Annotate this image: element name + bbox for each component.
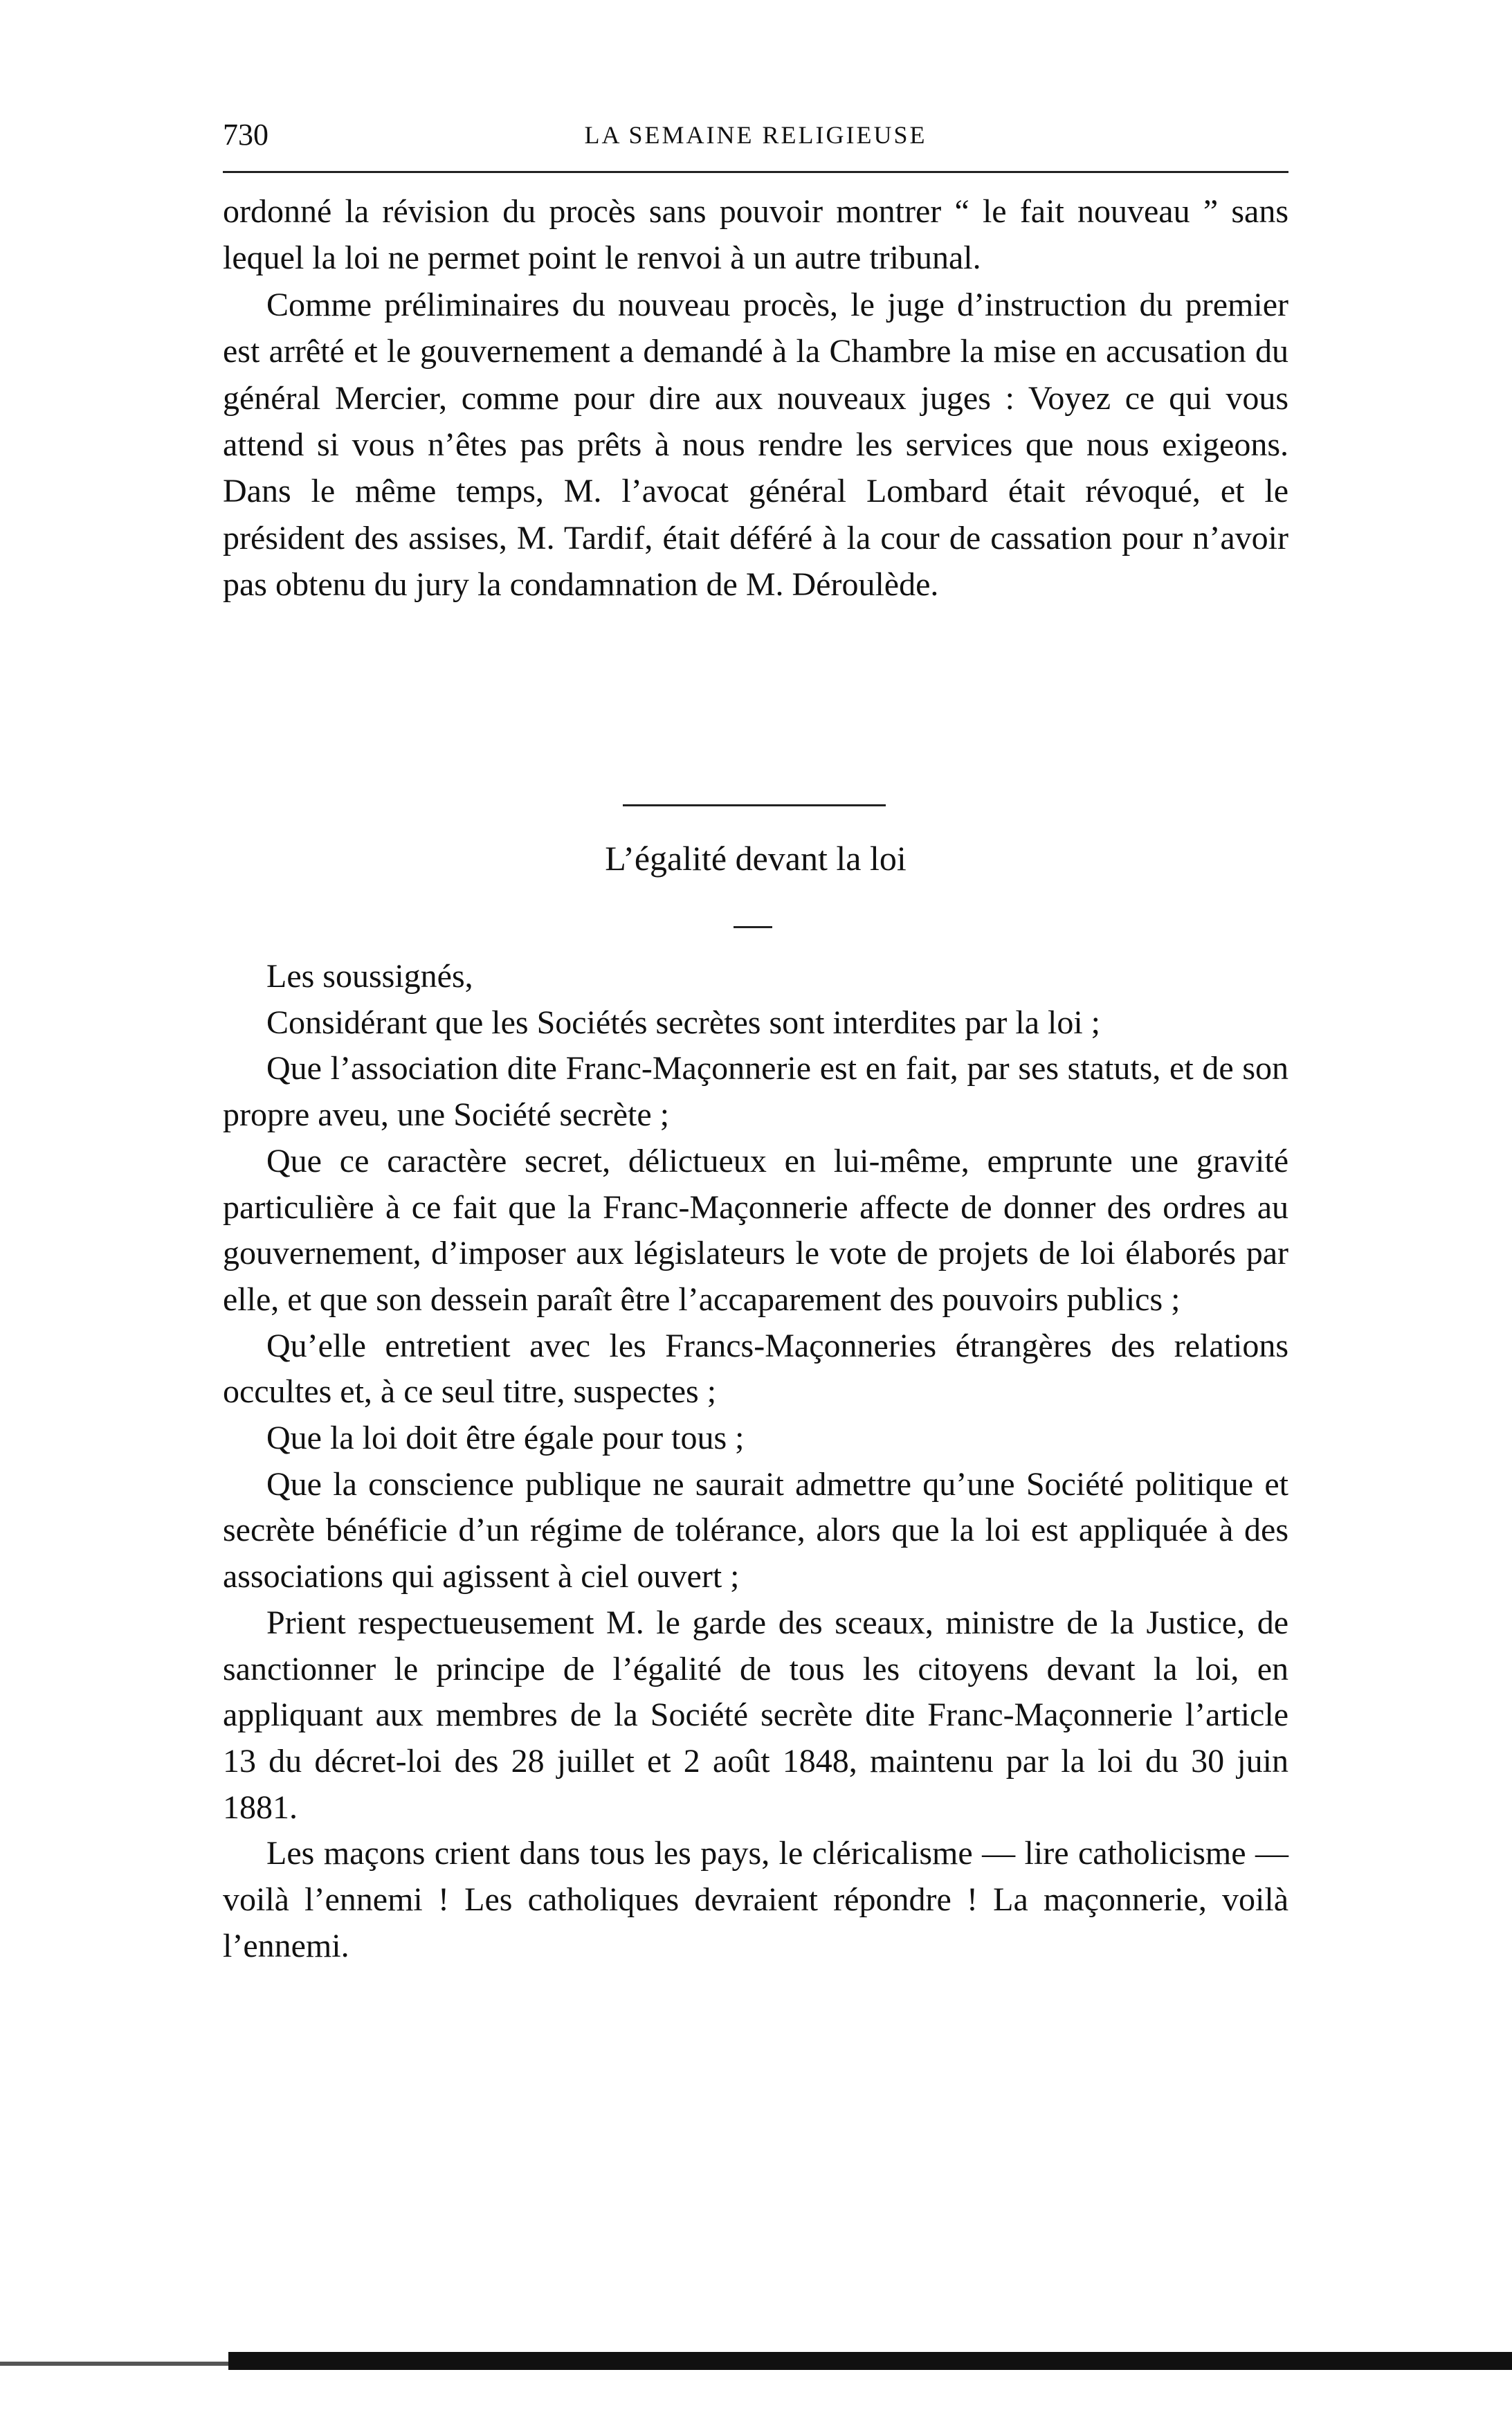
paragraph: ordonné la révision du procès sans pouvoir montrer “ le fait nouveau ” sans lequel la loi ne permet point le renvoi à un autre tribunal. <box>223 193 1288 277</box>
paragraph: Que la loi doit être égale pour tous ; <box>266 1420 745 1457</box>
section-divider <box>623 804 886 806</box>
paragraph: Comme préliminaires du nouveau procès, le juge d’instruction du premier est arrêté et le gouvernement a demandé à la Chambre la mise en accusation du général Mercier, comme pour dire aux nouveaux juges : Voyez ce qui vous attend si vous n’êtes pas prêts à nous rendre les services que nous exigeons. Dans le même temps, M. l’avocat général Lombard était révoqué, et le président des assises, M. Tardif, était déféré à la cour de cassation pour n’avoir pas obtenu du jury la condamnation de M. Déroulède. <box>223 286 1288 604</box>
scan-edge-shadow <box>0 2362 228 2366</box>
paragraph: Que la conscience publique ne saurait admettre qu’une Société politique et secrète bénéficie d’un régime de tolérance, alors que la loi est appliquée à des associations qui agissent à ciel ouvert ; <box>223 1465 1288 1595</box>
paragraph: Prient respectueusement M. le garde des sceaux, ministre de la Justice, de sanctionner le principe de l’égalité de tous les citoyens devant la loi, en appliquant aux membres de la Société secrète dite Franc-Maçonnerie l’article 13 du décret-loi des 28 juillet et 2 août 1848, maintenu par la loi du 30 juin 1881. <box>223 1604 1288 1826</box>
paragraph: Les soussignés, <box>266 958 473 995</box>
paragraph: Considérant que les Sociétés secrètes sont interdites par la loi ; <box>266 1004 1101 1041</box>
petition-text <box>223 954 1288 1969</box>
section-title: L’égalité devant la loi <box>605 839 907 878</box>
scan-edge-bar <box>228 2352 1512 2370</box>
paragraph: Que l’association dite Franc-Maçonnerie est en fait, par ses statuts, et de son propre aveu, une Société secrète ; <box>223 1050 1288 1134</box>
article-continuation <box>223 188 1288 608</box>
paragraph: Qu’elle entretient avec les Francs-Maçonneries étrangères des relations occultes et, à ce seul titre, suspectes ; <box>223 1327 1288 1411</box>
header-rule <box>223 171 1288 173</box>
paragraph: Les maçons crient dans tous les pays, le cléricalisme — lire catholicisme — voilà l’ennemi ! Les catholiques devraient répondre ! La maçonnerie, voilà l’ennemi. <box>223 1835 1288 1964</box>
page-header <box>223 114 1288 156</box>
title-dash <box>734 926 772 928</box>
running-title: LA SEMAINE RELIGIEUSE <box>584 121 927 149</box>
paragraph: Que ce caractère secret, délictueux en lui-même, emprunte une gravité particulière à ce fait que la Franc-Maçonnerie affecte de donner des ordres au gouvernement, d’imposer aux législateurs le vote de projets de loi élaborés par elle, et que son dessein paraît être l’accaparement des pouvoirs publics ; <box>223 1142 1288 1318</box>
page-number: 730 <box>223 118 268 152</box>
